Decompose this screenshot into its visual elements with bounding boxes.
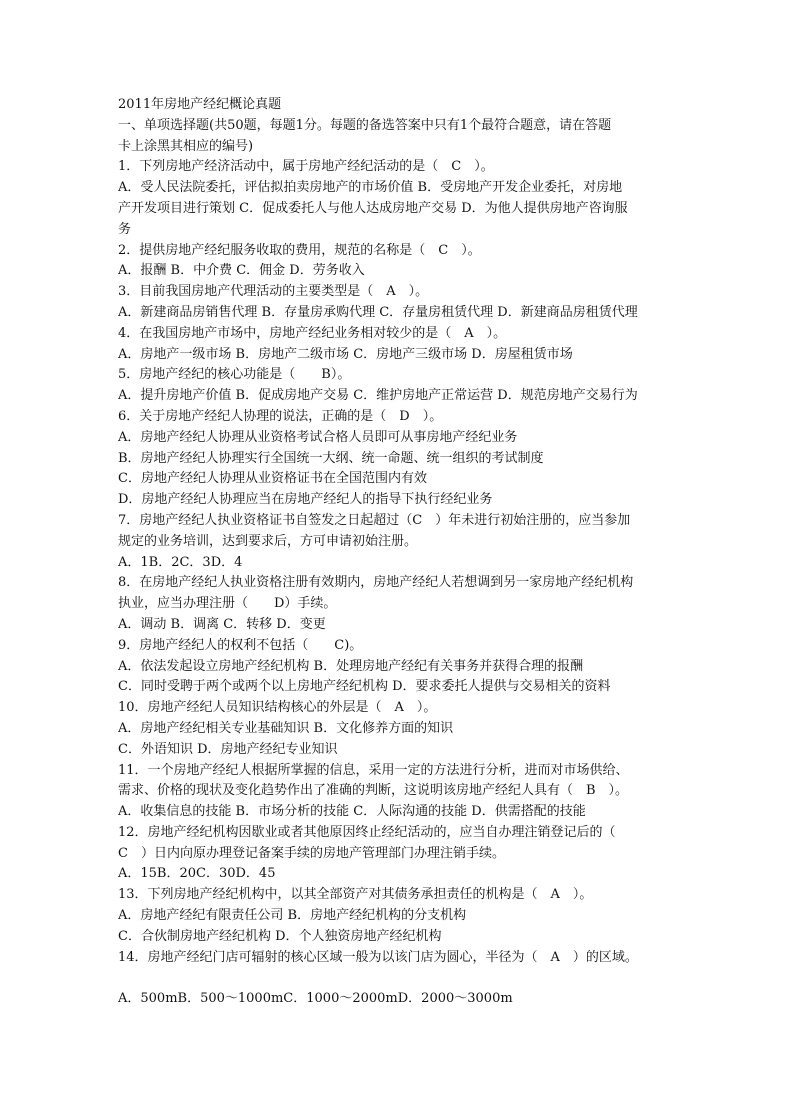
question-11-stem: 11．一个房地产经纪人根据所掌握的信息，采用一定的方法进行分析，进而对市场供给、: [118, 762, 629, 778]
question-1-options-continued: 产开发项目进行策划 C．促成委托人与他人达成房地产交易 D．为他人提供房地产咨询服: [118, 200, 628, 216]
question-6-option-c: C．房地产经纪人协理从业资格证书在全国范围内有效: [118, 471, 427, 487]
question-12-stem-continued: C ）日内向原办理登记备案手续的房地产管理部门办理注销手续。: [118, 845, 505, 861]
question-10-options-continued: C．外语知识 D．房地产经纪专业知识: [118, 741, 338, 757]
question-4-stem: 4．在我国房地产市场中，房地产经纪业务相对较少的是（ A ）。: [118, 325, 507, 341]
question-5-options: A．提升房地产价值 B．促成房地产交易 C．维护房地产正常运营 D．规范房地产交易行为: [118, 388, 638, 404]
section-heading-continued: 卡上涂黑其相应的编号): [118, 138, 254, 154]
question-11-options: A．收集信息的技能 B．市场分析的技能 C．人际沟通的技能 D．供需搭配的技能: [118, 804, 586, 820]
paragraph-gap: [118, 968, 678, 989]
question-8-stem-continued: 执业，应当办理注册（ D）手续。: [118, 596, 337, 612]
question-2-stem: 2．提供房地产经纪服务收取的费用，规范的名称是（ C ）。: [118, 242, 481, 258]
question-8-stem: 8．在房地产经纪人执业资格注册有效期内，房地产经纪人若想调到另一家房地产经纪机构: [118, 575, 634, 591]
question-10-options: A．房地产经纪相关专业基础知识 B．文化修养方面的知识: [118, 720, 454, 736]
question-13-options: A．房地产经纪有限责任公司 B．房地产经纪机构的分支机构: [118, 908, 467, 924]
question-2-options: A．报酬 B．中介费 C．佣金 D．劳务收入: [118, 263, 365, 279]
question-10-stem: 10．房地产经纪人员知识结构核心的外层是（ A ）。: [118, 700, 437, 716]
document-body: [118, 95, 678, 1010]
question-6-option-b: B．房地产经纪人协理实行全国统一大纲、统一命题、统一组织的考试制度: [118, 450, 544, 466]
question-4-options: A．房地产一级市场 B．房地产二级市场 C．房地产三级市场 D．房屋租赁市场: [118, 346, 573, 362]
question-3-options: A．新建商品房销售代理 B．存量房承购代理 C．存量房租赁代理 D．新建商品房租赁代理: [118, 304, 638, 320]
question-14-options: A．500mB．500～1000mC．1000～2000mD．2000～3000m: [118, 991, 513, 1007]
question-7-options: A．1B．2C．3D．4: [118, 554, 243, 570]
question-7-stem: 7．房地产经纪人执业资格证书自签发之日起超过（C ）年未进行初始注册的，应当参加: [118, 512, 631, 528]
question-6-stem: 6．关于房地产经纪人协理的说法，正确的是（ D ）。: [118, 408, 443, 424]
question-11-stem-continued: 需求、价格的现状及变化趋势作出了准确的判断，这说明该房地产经纪人具有（ B ）。: [118, 783, 629, 799]
question-13-options-continued: C．合伙制房地产经纪机构 D．个人独资房地产经纪机构: [118, 928, 442, 944]
question-12-stem: 12．房地产经纪机构因歇业或者其他原因终止经纪活动的，应当自办理注销登记后的（: [118, 824, 616, 840]
question-1-options-end: 务: [118, 221, 132, 237]
question-9-options-continued: C．同时受聘于两个或两个以上房地产经纪机构 D．要求委托人提供与交易相关的资料: [118, 679, 611, 695]
question-6-option-d: D．房地产经纪人协理应当在房地产经纪人的指导下执行经纪业务: [118, 492, 493, 508]
section-heading: 一、单项选择题(共50题，每题1分。每题的备选答案中只有1个最符合题意，请在答题: [118, 117, 612, 133]
question-9-stem: 9．房地产经纪人的权利不包括（ C)。: [118, 637, 363, 653]
question-5-stem: 5．房地产经纪的核心功能是（ B）。: [118, 367, 351, 383]
question-6-option-a: A．房地产经纪人协理从业资格考试合格人员即可从事房地产经纪业务: [118, 429, 518, 445]
question-9-options: A．依法发起设立房地产经纪机构 B．处理房地产经纪有关事务并获得合理的报酬: [118, 658, 584, 674]
question-7-stem-continued: 规定的业务培训，达到要求后，方可申请初始注册。: [118, 533, 418, 549]
question-3-stem: 3．目前我国房地产代理活动的主要类型是（ A ）。: [118, 284, 429, 300]
question-13-stem: 13．下列房地产经纪机构中，以其全部资产对其债务承担责任的机构是（ A ）。: [118, 887, 593, 903]
question-8-options: A．调动 B．调离 C．转移 D．变更: [118, 616, 326, 632]
question-12-options: A．15B．20C．30D．45: [118, 866, 276, 882]
question-1-options: A．受人民法院委托，评估拟拍卖房地产的市场价值 B．受房地产开发企业委托，对房地: [118, 180, 623, 196]
question-14-stem: 14．房地产经纪门店可辐射的核心区域一般为以该门店为圆心，半径为（ A ）的区域。: [118, 949, 638, 965]
question-1-stem: 1．下列房地产经济活动中，属于房地产经纪活动的是（ C ）。: [118, 159, 494, 175]
document-title: 2011年房地产经纪概论真题: [118, 97, 282, 112]
